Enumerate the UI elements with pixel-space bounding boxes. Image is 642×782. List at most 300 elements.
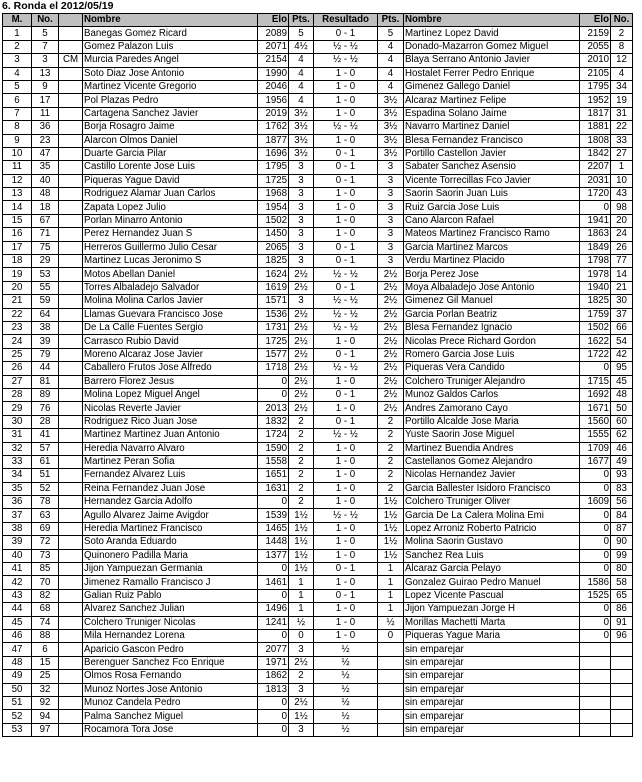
cell-black-elo: 1842 bbox=[580, 147, 611, 160]
cell-white-title bbox=[59, 147, 83, 160]
cell-black-pts: 1 bbox=[378, 576, 404, 589]
table-row bbox=[3, 67, 633, 80]
cell-white-pts: 2½ bbox=[289, 696, 314, 709]
cell-white-no: 41 bbox=[32, 429, 59, 442]
cell-black-name: sin emparejar bbox=[404, 656, 580, 669]
cell-black-elo bbox=[580, 723, 611, 736]
table-row bbox=[3, 536, 633, 549]
table-row bbox=[3, 201, 633, 214]
cell-black-name: Garcia Porlan Beatriz bbox=[404, 308, 580, 321]
cell-board: 40 bbox=[3, 549, 32, 562]
cell-white-pts: 2½ bbox=[289, 362, 314, 375]
col-header-result: Resultado bbox=[314, 14, 378, 27]
cell-black-no: 19 bbox=[611, 94, 633, 107]
cell-white-title bbox=[59, 268, 83, 281]
cell-black-name: Colchero Truniger Alejandro bbox=[404, 375, 580, 388]
cell-black-elo: 0 bbox=[580, 509, 611, 522]
cell-black-no: 33 bbox=[611, 134, 633, 147]
cell-result: 1 - 0 bbox=[314, 188, 378, 201]
table-row bbox=[3, 321, 633, 334]
cell-white-no: 9 bbox=[32, 80, 59, 93]
cell-white-name: Zapata Lopez Julio bbox=[83, 201, 258, 214]
table-row bbox=[3, 589, 633, 602]
cell-white-elo: 1461 bbox=[258, 576, 289, 589]
cell-white-elo: 0 bbox=[258, 696, 289, 709]
cell-white-elo: 1651 bbox=[258, 469, 289, 482]
cell-white-title bbox=[59, 228, 83, 241]
cell-black-elo: 1863 bbox=[580, 228, 611, 241]
cell-black-pts: 3½ bbox=[378, 134, 404, 147]
cell-black-name: Gonzalez Guirao Pedro Manuel bbox=[404, 576, 580, 589]
cell-white-elo: 2013 bbox=[258, 402, 289, 415]
cell-white-no: 64 bbox=[32, 308, 59, 321]
cell-white-no: 35 bbox=[32, 161, 59, 174]
cell-white-pts: ½ bbox=[289, 616, 314, 629]
table-row bbox=[3, 496, 633, 509]
cell-result: ½ bbox=[314, 696, 378, 709]
cell-white-name: Alarcon Olmos Daniel bbox=[83, 134, 258, 147]
cell-white-elo: 2077 bbox=[258, 643, 289, 656]
cell-board: 43 bbox=[3, 589, 32, 602]
cell-black-elo: 1671 bbox=[580, 402, 611, 415]
cell-white-pts: 2½ bbox=[289, 402, 314, 415]
cell-result: 1 - 0 bbox=[314, 375, 378, 388]
cell-result: 1 - 0 bbox=[314, 107, 378, 120]
cell-white-title bbox=[59, 241, 83, 254]
cell-white-title bbox=[59, 643, 83, 656]
cell-black-no: 10 bbox=[611, 174, 633, 187]
cell-white-no: 79 bbox=[32, 348, 59, 361]
cell-black-pts: 3½ bbox=[378, 94, 404, 107]
cell-black-name: Garcia Martinez Marcos bbox=[404, 241, 580, 254]
cell-result: 0 - 1 bbox=[314, 174, 378, 187]
cell-white-pts: 2½ bbox=[289, 308, 314, 321]
cell-white-pts: 3½ bbox=[289, 147, 314, 160]
cell-white-title bbox=[59, 482, 83, 495]
cell-white-no: 78 bbox=[32, 496, 59, 509]
cell-white-no: 72 bbox=[32, 536, 59, 549]
cell-black-name: Yuste Saorin Jose Miguel bbox=[404, 429, 580, 442]
cell-board: 11 bbox=[3, 161, 32, 174]
cell-white-elo: 2089 bbox=[258, 27, 289, 40]
cell-black-name: Sanchez Rea Luis bbox=[404, 549, 580, 562]
cell-white-name: Banegas Gomez Ricard bbox=[83, 27, 258, 40]
cell-black-elo: 2105 bbox=[580, 67, 611, 80]
cell-board: 16 bbox=[3, 228, 32, 241]
cell-black-name: Lopez Arroniz Roberto Patricio bbox=[404, 522, 580, 535]
cell-white-pts: 1 bbox=[289, 603, 314, 616]
cell-white-elo: 0 bbox=[258, 563, 289, 576]
cell-board: 22 bbox=[3, 308, 32, 321]
cell-black-pts: 2½ bbox=[378, 362, 404, 375]
cell-white-elo: 1241 bbox=[258, 616, 289, 629]
cell-black-pts: 4 bbox=[378, 80, 404, 93]
cell-black-pts: 2½ bbox=[378, 281, 404, 294]
cell-white-pts: 3 bbox=[289, 255, 314, 268]
cell-white-name: Galian Ruiz Pablo bbox=[83, 589, 258, 602]
cell-white-no: 88 bbox=[32, 629, 59, 642]
cell-black-no: 83 bbox=[611, 482, 633, 495]
cell-white-pts: 0 bbox=[289, 629, 314, 642]
cell-black-name: sin emparejar bbox=[404, 683, 580, 696]
cell-white-title bbox=[59, 549, 83, 562]
cell-white-pts: 1½ bbox=[289, 549, 314, 562]
cell-white-title bbox=[59, 348, 83, 361]
cell-white-title bbox=[59, 603, 83, 616]
cell-white-name: Caballero Frutos Jose Alfredo bbox=[83, 362, 258, 375]
cell-white-pts: 3 bbox=[289, 241, 314, 254]
cell-white-elo: 1619 bbox=[258, 281, 289, 294]
cell-black-no bbox=[611, 643, 633, 656]
cell-white-elo: 1725 bbox=[258, 335, 289, 348]
cell-white-name: Berenguer Sanchez Fco Enrique bbox=[83, 656, 258, 669]
cell-white-no: 68 bbox=[32, 603, 59, 616]
cell-board: 31 bbox=[3, 429, 32, 442]
header-row bbox=[3, 14, 633, 27]
cell-result: 1 - 0 bbox=[314, 134, 378, 147]
cell-white-no: 97 bbox=[32, 723, 59, 736]
cell-black-pts: 3 bbox=[378, 161, 404, 174]
cell-white-name: Fernandez Alvarez Luis bbox=[83, 469, 258, 482]
cell-board: 39 bbox=[3, 536, 32, 549]
cell-black-pts bbox=[378, 643, 404, 656]
cell-black-elo bbox=[580, 696, 611, 709]
cell-white-no: 59 bbox=[32, 295, 59, 308]
cell-white-title bbox=[59, 455, 83, 468]
cell-black-name: Martinez Lopez David bbox=[404, 27, 580, 40]
cell-black-elo: 0 bbox=[580, 201, 611, 214]
cell-black-no: 20 bbox=[611, 214, 633, 227]
cell-white-name: Piqueras Yague David bbox=[83, 174, 258, 187]
cell-black-elo: 1941 bbox=[580, 214, 611, 227]
cell-white-elo: 1832 bbox=[258, 415, 289, 428]
cell-white-name: Porlan Minarro Antonio bbox=[83, 214, 258, 227]
cell-result: 1 - 0 bbox=[314, 469, 378, 482]
cell-black-name: Gimenez Gil Manuel bbox=[404, 295, 580, 308]
cell-white-elo: 1558 bbox=[258, 455, 289, 468]
cell-black-elo: 2207 bbox=[580, 161, 611, 174]
table-row bbox=[3, 107, 633, 120]
cell-white-pts: 3 bbox=[289, 295, 314, 308]
cell-black-elo: 1586 bbox=[580, 576, 611, 589]
cell-white-pts: 2½ bbox=[289, 656, 314, 669]
cell-board: 15 bbox=[3, 214, 32, 227]
cell-white-no: 57 bbox=[32, 442, 59, 455]
cell-white-pts: 3½ bbox=[289, 134, 314, 147]
cell-black-pts: 2½ bbox=[378, 335, 404, 348]
table-row bbox=[3, 27, 633, 40]
cell-black-pts: 3 bbox=[378, 255, 404, 268]
cell-white-pts: 2½ bbox=[289, 388, 314, 401]
cell-white-pts: 4 bbox=[289, 80, 314, 93]
cell-black-name: Martinez Buendia Andres bbox=[404, 442, 580, 455]
cell-result: 1 - 0 bbox=[314, 80, 378, 93]
cell-black-pts: 1½ bbox=[378, 549, 404, 562]
cell-black-pts: 0 bbox=[378, 629, 404, 642]
cell-black-pts: 2 bbox=[378, 455, 404, 468]
cell-black-pts: 3 bbox=[378, 228, 404, 241]
cell-white-title bbox=[59, 255, 83, 268]
cell-black-no: 54 bbox=[611, 335, 633, 348]
cell-white-no: 76 bbox=[32, 402, 59, 415]
cell-black-pts: 2 bbox=[378, 469, 404, 482]
cell-black-elo: 0 bbox=[580, 616, 611, 629]
cell-result: ½ bbox=[314, 643, 378, 656]
cell-white-name: Barrero Florez Jesus bbox=[83, 375, 258, 388]
cell-white-title bbox=[59, 80, 83, 93]
cell-white-pts: 2 bbox=[289, 496, 314, 509]
cell-black-elo: 0 bbox=[580, 469, 611, 482]
cell-white-pts: 3½ bbox=[289, 121, 314, 134]
cell-white-pts: 3 bbox=[289, 683, 314, 696]
cell-white-title bbox=[59, 710, 83, 723]
cell-black-name: Donado-Mazarron Gomez Miguel bbox=[404, 40, 580, 53]
cell-black-no: 56 bbox=[611, 496, 633, 509]
cell-result: 1 - 0 bbox=[314, 67, 378, 80]
cell-white-name: Soto Diaz Jose Antonio bbox=[83, 67, 258, 80]
cell-white-title bbox=[59, 67, 83, 80]
table-row bbox=[3, 54, 633, 67]
cell-black-pts: 1 bbox=[378, 563, 404, 576]
cell-white-no: 36 bbox=[32, 121, 59, 134]
table-row bbox=[3, 616, 633, 629]
cell-white-elo: 1725 bbox=[258, 174, 289, 187]
cell-white-title bbox=[59, 629, 83, 642]
cell-black-no: 86 bbox=[611, 603, 633, 616]
cell-black-name: Garcia De La Calera Molina Emi bbox=[404, 509, 580, 522]
cell-white-elo: 1971 bbox=[258, 656, 289, 669]
cell-result: ½ - ½ bbox=[314, 54, 378, 67]
cell-result: 1 - 0 bbox=[314, 496, 378, 509]
cell-white-elo: 1624 bbox=[258, 268, 289, 281]
cell-result: 0 - 1 bbox=[314, 589, 378, 602]
cell-white-pts: 3 bbox=[289, 174, 314, 187]
cell-result: 0 - 1 bbox=[314, 281, 378, 294]
cell-white-pts: 3 bbox=[289, 723, 314, 736]
cell-black-no bbox=[611, 696, 633, 709]
cell-black-name: Castellanos Gomez Alejandro bbox=[404, 455, 580, 468]
cell-black-no: 22 bbox=[611, 121, 633, 134]
cell-black-name: sin emparejar bbox=[404, 643, 580, 656]
cell-black-pts: 2½ bbox=[378, 268, 404, 281]
cell-black-pts bbox=[378, 723, 404, 736]
cell-white-name: Carrasco Rubio David bbox=[83, 335, 258, 348]
cell-white-pts: 3 bbox=[289, 201, 314, 214]
cell-black-name: Verdu Martinez Placido bbox=[404, 255, 580, 268]
cell-result: 1 - 0 bbox=[314, 536, 378, 549]
table-row bbox=[3, 670, 633, 683]
cell-white-title bbox=[59, 496, 83, 509]
cell-board: 53 bbox=[3, 723, 32, 736]
cell-white-elo: 1539 bbox=[258, 509, 289, 522]
cell-result: ½ bbox=[314, 723, 378, 736]
cell-white-no: 32 bbox=[32, 683, 59, 696]
cell-board: 44 bbox=[3, 603, 32, 616]
cell-white-name: Rodriguez Alamar Juan Carlos bbox=[83, 188, 258, 201]
cell-board: 12 bbox=[3, 174, 32, 187]
cell-black-no: 4 bbox=[611, 67, 633, 80]
cell-black-elo: 0 bbox=[580, 563, 611, 576]
table-row bbox=[3, 295, 633, 308]
cell-black-pts: 3½ bbox=[378, 107, 404, 120]
table-row bbox=[3, 147, 633, 160]
cell-black-name: Lopez Vicente Pascual bbox=[404, 589, 580, 602]
cell-black-no: 43 bbox=[611, 188, 633, 201]
cell-black-pts bbox=[378, 696, 404, 709]
cell-black-elo: 0 bbox=[580, 629, 611, 642]
table-row bbox=[3, 710, 633, 723]
cell-black-no bbox=[611, 656, 633, 669]
cell-black-elo: 1795 bbox=[580, 80, 611, 93]
cell-white-title bbox=[59, 201, 83, 214]
cell-black-pts: 2½ bbox=[378, 388, 404, 401]
cell-black-name: Alcaraz Martinez Felipe bbox=[404, 94, 580, 107]
cell-black-pts: 2 bbox=[378, 482, 404, 495]
cell-result: 1 - 0 bbox=[314, 442, 378, 455]
table-row bbox=[3, 255, 633, 268]
cell-board: 45 bbox=[3, 616, 32, 629]
table-row bbox=[3, 509, 633, 522]
cell-black-no: 90 bbox=[611, 536, 633, 549]
cell-white-title bbox=[59, 161, 83, 174]
cell-white-pts: 4½ bbox=[289, 40, 314, 53]
cell-board: 46 bbox=[3, 629, 32, 642]
cell-white-title bbox=[59, 40, 83, 53]
cell-white-no: 17 bbox=[32, 94, 59, 107]
cell-result: 1 - 0 bbox=[314, 335, 378, 348]
cell-white-name: Hernandez Garcia Adolfo bbox=[83, 496, 258, 509]
cell-result: 1 - 0 bbox=[314, 94, 378, 107]
table-row bbox=[3, 308, 633, 321]
cell-board: 28 bbox=[3, 388, 32, 401]
cell-black-name: Blesa Fernandez Francisco bbox=[404, 134, 580, 147]
cell-black-pts: 1½ bbox=[378, 509, 404, 522]
cell-white-name: Soto Aranda Eduardo bbox=[83, 536, 258, 549]
cell-black-name: Mateos Martinez Francisco Ramo bbox=[404, 228, 580, 241]
cell-board: 13 bbox=[3, 188, 32, 201]
table-row bbox=[3, 188, 633, 201]
cell-white-elo: 2154 bbox=[258, 54, 289, 67]
cell-black-pts: 2½ bbox=[378, 348, 404, 361]
cell-result: 1 - 0 bbox=[314, 522, 378, 535]
cell-black-pts: 2 bbox=[378, 442, 404, 455]
cell-black-elo: 1692 bbox=[580, 388, 611, 401]
cell-board: 36 bbox=[3, 496, 32, 509]
cell-white-elo: 2019 bbox=[258, 107, 289, 120]
cell-white-no: 67 bbox=[32, 214, 59, 227]
cell-result: 0 - 1 bbox=[314, 27, 378, 40]
cell-black-name: Piqueras Yague Maria bbox=[404, 629, 580, 642]
cell-result: 1 - 0 bbox=[314, 576, 378, 589]
cell-white-name: Aparicio Gascon Pedro bbox=[83, 643, 258, 656]
cell-white-title bbox=[59, 442, 83, 455]
cell-black-no: 49 bbox=[611, 455, 633, 468]
cell-black-elo: 1715 bbox=[580, 375, 611, 388]
table-row bbox=[3, 94, 633, 107]
cell-black-no: 24 bbox=[611, 228, 633, 241]
cell-white-elo: 1795 bbox=[258, 161, 289, 174]
cell-white-title bbox=[59, 188, 83, 201]
cell-white-elo: 1577 bbox=[258, 348, 289, 361]
cell-white-name: Alvarez Sanchez Julian bbox=[83, 603, 258, 616]
cell-black-name: sin emparejar bbox=[404, 670, 580, 683]
cell-board: 30 bbox=[3, 415, 32, 428]
cell-white-title bbox=[59, 616, 83, 629]
cell-black-elo bbox=[580, 683, 611, 696]
cell-black-name: Cano Alarcon Rafael bbox=[404, 214, 580, 227]
table-row bbox=[3, 696, 633, 709]
cell-white-title bbox=[59, 670, 83, 683]
cell-black-elo: 1759 bbox=[580, 308, 611, 321]
cell-black-pts: 2½ bbox=[378, 295, 404, 308]
cell-white-pts: 1½ bbox=[289, 563, 314, 576]
cell-black-no: 14 bbox=[611, 268, 633, 281]
cell-white-name: Agullo Alvarez Jaime Avigdor bbox=[83, 509, 258, 522]
table-row bbox=[3, 40, 633, 53]
cell-white-elo: 2065 bbox=[258, 241, 289, 254]
cell-black-name: Vicente Torrecillas Fco Javier bbox=[404, 174, 580, 187]
cell-white-name: Martinez Vicente Gregorio bbox=[83, 80, 258, 93]
cell-black-name: Romero Garcia Jose Luis bbox=[404, 348, 580, 361]
cell-black-no: 8 bbox=[611, 40, 633, 53]
cell-white-elo: 1813 bbox=[258, 683, 289, 696]
cell-result: ½ - ½ bbox=[314, 40, 378, 53]
cell-black-pts: 4 bbox=[378, 67, 404, 80]
cell-black-no: 34 bbox=[611, 80, 633, 93]
round-title: 6. Ronda el 2012/05/19 bbox=[2, 0, 114, 12]
cell-black-no: 58 bbox=[611, 576, 633, 589]
cell-board: 21 bbox=[3, 295, 32, 308]
cell-black-name: sin emparejar bbox=[404, 710, 580, 723]
cell-black-no: 80 bbox=[611, 563, 633, 576]
pairings-body bbox=[3, 27, 633, 737]
cell-board: 6 bbox=[3, 94, 32, 107]
cell-white-title bbox=[59, 522, 83, 535]
cell-white-elo: 0 bbox=[258, 388, 289, 401]
cell-result: 0 - 1 bbox=[314, 388, 378, 401]
cell-black-pts: 1 bbox=[378, 603, 404, 616]
cell-white-title bbox=[59, 469, 83, 482]
cell-board: 7 bbox=[3, 107, 32, 120]
cell-black-no bbox=[611, 683, 633, 696]
cell-black-pts: ½ bbox=[378, 616, 404, 629]
cell-white-no: 48 bbox=[32, 188, 59, 201]
table-row bbox=[3, 161, 633, 174]
table-row bbox=[3, 362, 633, 375]
cell-black-elo: 1849 bbox=[580, 241, 611, 254]
cell-white-pts: 3 bbox=[289, 161, 314, 174]
cell-black-no bbox=[611, 670, 633, 683]
cell-result: ½ - ½ bbox=[314, 321, 378, 334]
cell-white-elo: 1631 bbox=[258, 482, 289, 495]
cell-result: ½ - ½ bbox=[314, 268, 378, 281]
cell-black-no: 31 bbox=[611, 107, 633, 120]
cell-white-pts: 2½ bbox=[289, 321, 314, 334]
table-row bbox=[3, 603, 633, 616]
cell-white-pts: 4 bbox=[289, 94, 314, 107]
cell-white-no: 85 bbox=[32, 563, 59, 576]
cell-white-elo: 1377 bbox=[258, 549, 289, 562]
table-row bbox=[3, 656, 633, 669]
cell-board: 8 bbox=[3, 121, 32, 134]
table-row bbox=[3, 455, 633, 468]
cell-white-elo: 0 bbox=[258, 589, 289, 602]
cell-white-no: 69 bbox=[32, 522, 59, 535]
cell-black-name: Portillo Castellon Javier bbox=[404, 147, 580, 160]
cell-white-no: 7 bbox=[32, 40, 59, 53]
cell-black-no: 2 bbox=[611, 27, 633, 40]
cell-white-no: 11 bbox=[32, 107, 59, 120]
